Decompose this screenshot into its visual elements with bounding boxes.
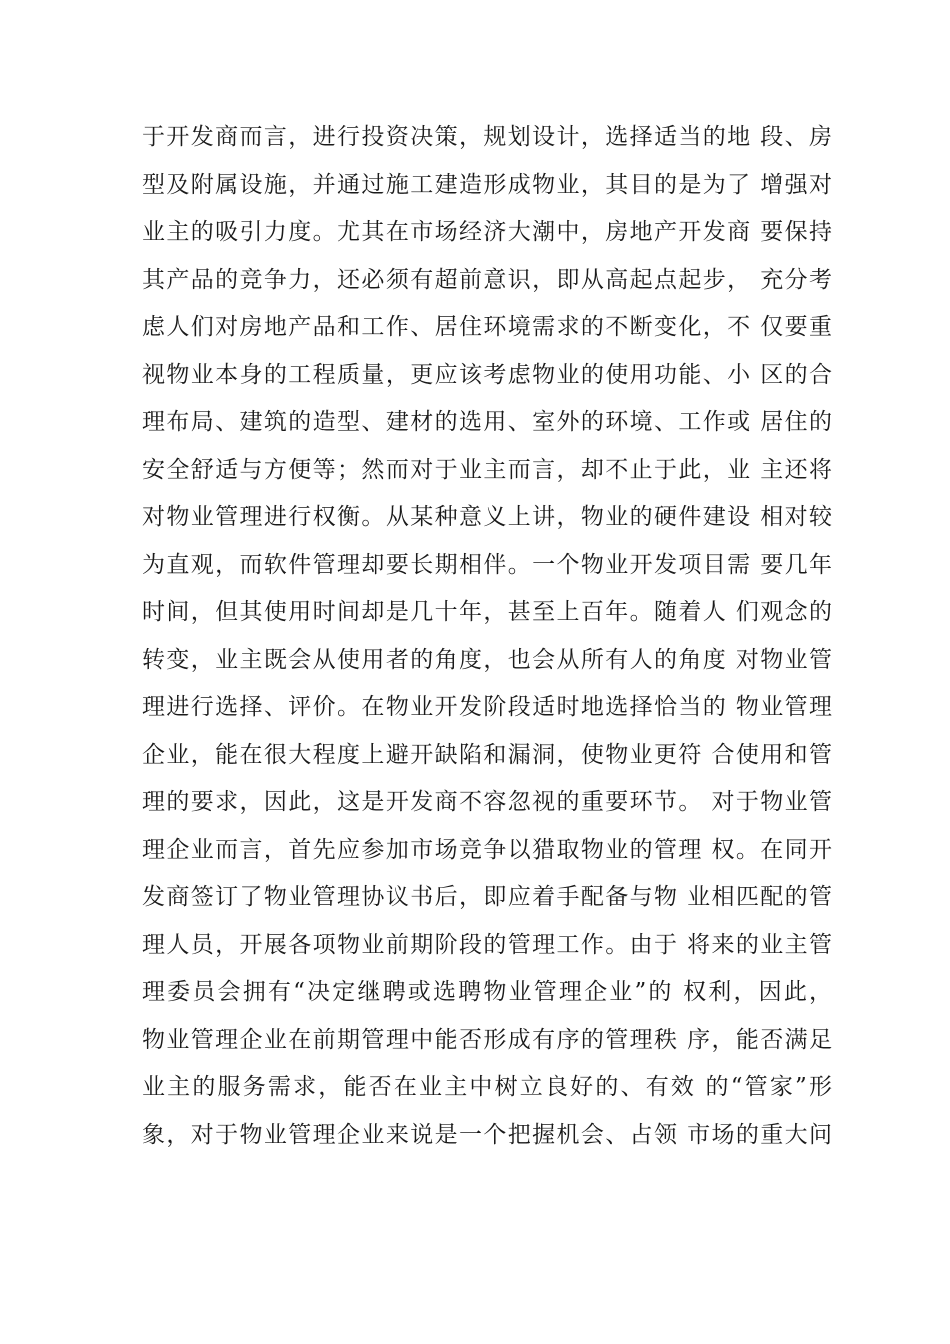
text-line-12: 转变，业主既会从使用者的角度，也会从所有人的角度 对物业管 — [142, 646, 832, 673]
text-line-4: 其产品的竞争力，还必须有超前意识，即从高起点起步， 充分考 — [142, 266, 832, 293]
text-line-8: 安全舒适与方便等；然而对于业主而言，却不止于此，业 主还将 — [142, 456, 832, 483]
text-line-7: 理布局、建筑的造型、建材的选用、室外的环境、工作或 居住的 — [142, 409, 832, 435]
text-line-3: 业主的吸引力度。尤其在市场经济大潮中，房地产开发商 要保持 — [142, 219, 832, 245]
text-line-6: 视物业本身的工程质量，更应该考虑物业的使用功能、小 区的合 — [142, 361, 832, 388]
text-line-1: 于开发商而言，进行投资决策，规划设计，选择适当的地 段、房 — [142, 124, 832, 150]
text-line-22: 象，对于物业管理企业来说是一个把握机会、占领 市场的重大问 — [142, 1121, 832, 1148]
text-line-21: 业主的服务需求，能否在业主中树立良好的、有效 的“管家”形 — [142, 1074, 832, 1100]
text-line-20: 物业管理企业在前期管理中能否形成有序的管理秩 序，能否满足 — [142, 1026, 832, 1053]
body-paragraph — [142, 114, 832, 1159]
text-line-17: 发商签订了物业管理协议书后，即应着手配备与物 业相匹配的管 — [142, 884, 832, 910]
text-line-14: 企业，能在很大程度上避开缺陷和漏洞，使物业更符 合使用和管 — [142, 741, 832, 768]
text-line-19: 理委员会拥有“决定继聘或选聘物业管理企业”的 权利，因此， — [142, 979, 832, 1005]
text-line-9: 对物业管理进行权衡。从某种意义上讲，物业的硬件建设 相对较 — [142, 504, 832, 530]
text-line-10: 为直观，而软件管理却要长期相伴。一个物业开发项目需 要几年 — [142, 551, 832, 578]
text-line-13: 理进行选择、评价。在物业开发阶段适时地选择恰当的 物业管理 — [142, 694, 832, 720]
text-line-2: 型及附属设施，并通过施工建造形成物业，其目的是为了 增强对 — [142, 171, 832, 198]
text-line-18: 理人员，开展各项物业前期阶段的管理工作。由于 将来的业主管 — [142, 931, 832, 958]
text-line-15: 理的要求，因此，这是开发商不容忽视的重要环节。 对于物业管 — [142, 789, 832, 815]
text-line-11: 时间，但其使用时间却是几十年，甚至上百年。随着人 们观念的 — [142, 599, 832, 625]
text-line-5: 虑人们对房地产品和工作、居住环境需求的不断变化，不 仅要重 — [142, 314, 832, 340]
text-line-16: 理企业而言，首先应参加市场竞争以猎取物业的管理 权。在同开 — [142, 836, 832, 863]
